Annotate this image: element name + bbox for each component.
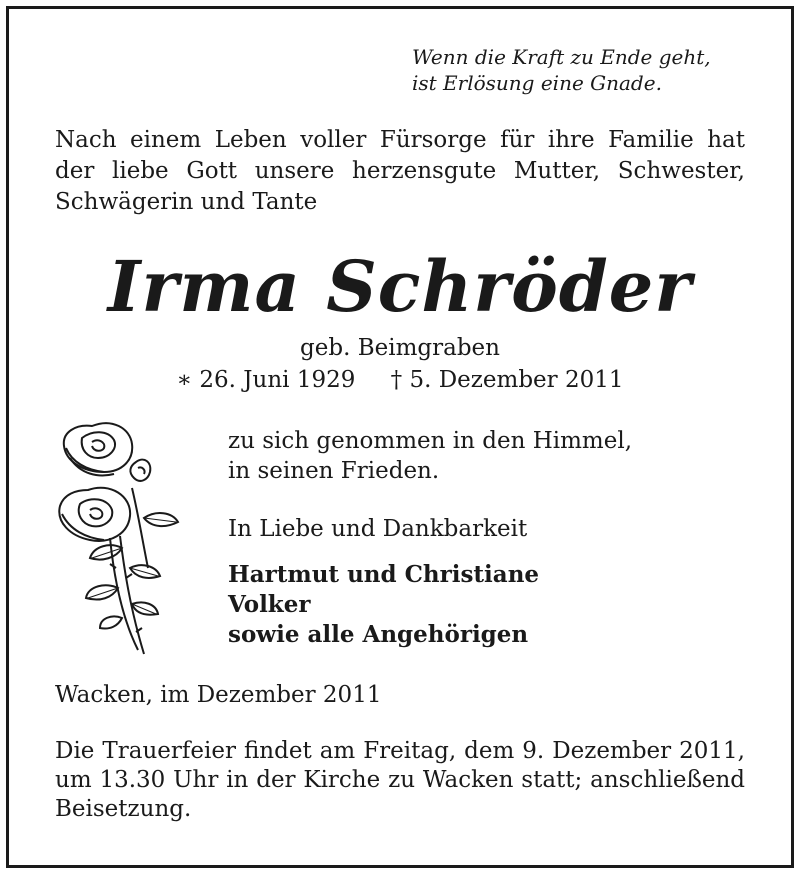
intro-line-3: Schwägerin und Tante [55,189,318,215]
body-text-1 [228,426,632,486]
birth-date: ∗ 26. Juni 1929 [176,367,356,393]
motto-line-1: Wenn die Kraft zu Ende geht, [412,45,711,69]
birth-name: geb. Beimgraben [300,335,500,361]
mourner-line-2: Volker [228,591,311,618]
intro-line-1: Nach einem Leben voller Fürsorge für ihre Familie hat [55,127,745,153]
funeral-line-1: Die Trauerfeier findet am Freitag, dem 9. Dezember 2011, [55,738,745,764]
motto [412,44,711,96]
death-date: † 5. Dezember 2011 [390,367,624,393]
intro-text [55,125,745,218]
mourners [228,560,539,650]
body-line-1: zu sich genommen in den Himmel, [228,428,633,454]
funeral-line-3: Beisetzung. [55,796,192,822]
mourner-line-3: sowie alle Angehörigen [228,621,529,648]
funeral-line-2: um 13.30 Uhr in der Kirche zu Wacken statt; anschließend [55,767,745,793]
life-dates [0,365,800,395]
deceased-name: Irma Schröder [107,245,693,328]
intro-line-2: der liebe Gott unsere herzensgute Mutter, Schwester, [55,158,745,184]
place-date: Wacken, im Dezember 2011 [55,682,382,708]
body-line-2: in seinen Frieden. [228,458,440,484]
mourner-line-1: Hartmut und Christiane [228,561,540,588]
rose-icon [52,418,182,658]
funeral-info [55,737,745,824]
body-text-2: In Liebe und Dankbarkeit [228,516,528,542]
motto-line-2: ist Erlösung eine Gnade. [412,71,662,95]
